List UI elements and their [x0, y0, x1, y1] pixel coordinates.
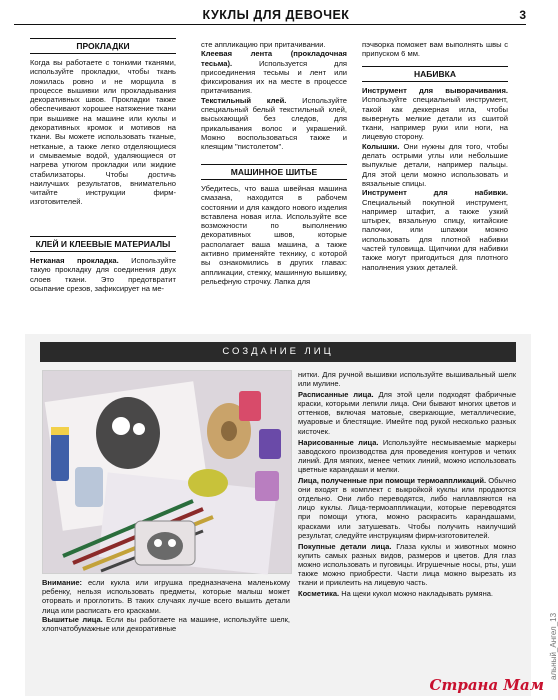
machine-text	[201, 184, 347, 286]
col3-text-top	[362, 40, 508, 59]
term: Нетканая прокладка.	[30, 256, 119, 265]
faces-text	[298, 370, 516, 598]
warning-paragraph	[42, 578, 290, 615]
term-text: Они нужны для того, чтобы делать острыми углы или небольшие выпуклые детали, например пальцы. Для этой цели можно использовать и вязальные спицы.	[362, 141, 508, 188]
section-heading-glue: КЛЕЙ И КЛЕЕВЫЕ МАТЕРИАЛЫ	[30, 236, 176, 252]
term: Инструмент для набивки.	[362, 188, 508, 198]
term: Косметика.	[298, 589, 340, 599]
term: Нарисованные лица.	[298, 437, 379, 447]
page-title: КУКЛЫ ДЛЯ ДЕВОЧЕК	[202, 8, 350, 22]
term-text: если кукла или игрушка предназначена маленькому ребенку, нельзя использовать предметы, которые малыш может оторвать и проглотить. В таких случаях лучше всего вышить детали лица или расписать его красками.	[42, 578, 290, 615]
col3-continuation: пэчворка поможет вам выполнять швы с припуском 6 мм.	[362, 40, 508, 59]
col2-glue-paragraph	[201, 96, 347, 152]
term: Внимание:	[42, 578, 82, 587]
bought-parts-paragraph	[298, 542, 516, 587]
col2-text-top	[201, 40, 347, 152]
stuffing-pegs-paragraph	[362, 142, 508, 188]
term-text: Используйте несмываемые маркеры заводского производства для проведения контуров и четких линий. Для мягких, менее четких линий, можно использовать цветные карандаши и мелки.	[298, 437, 516, 474]
glue-text	[30, 256, 176, 293]
drawn-faces-paragraph	[298, 438, 516, 474]
term-text: Глаза куклы и животных можно купить самых разных видов, размеров и цветов. Для глаз можно использовать и пуговицы. Игрушечные носы, рты, уши также можно приобрести. Части лица можно вырезать из ткани и приклеить на лицевую часть.	[298, 541, 516, 588]
embroidered-paragraph	[42, 615, 290, 633]
term: Колышки.	[362, 141, 400, 151]
term: Покупные детали лица.	[298, 541, 392, 551]
section-heading-stuffing: НАБИВКА	[362, 66, 508, 82]
side-watermark-text: альный_Ангел_13	[549, 612, 558, 680]
term: Инструмент для выворачивания.	[362, 86, 508, 95]
term: Лица, полученные при помощи термоаппликаций.	[298, 476, 487, 486]
faces-caption	[42, 578, 290, 633]
stuffing-tool-paragraph	[362, 86, 508, 142]
term-text: Используйте специальный белый текстильный клей, высыхающий без следов, для прикалывания волос и украшений. Можно воспользоваться также и клеящим "пистолетом".	[201, 95, 347, 152]
stuffing-text	[362, 86, 508, 272]
page-number: 3	[519, 8, 526, 22]
term-text: Используйте такую прокладку для соединения двух слоев ткани. Это предотвратит осыпание срезов, зафиксирует на ме-	[30, 256, 176, 293]
faces-continuation: нитки. Для ручной вышивки используйте вышивальный шелк или мулине.	[298, 370, 516, 389]
site-logo: Страна Мам	[429, 676, 544, 694]
term-text: Используется для присоединения тесьмы и лент или фиксирования их на месте в процессе притачивания.	[201, 58, 347, 96]
photo-illustration	[43, 371, 291, 573]
term: Текстильный клей.	[201, 95, 287, 105]
glue-paragraph	[30, 256, 176, 293]
side-watermark	[538, 570, 558, 680]
term: Клеевая лента (прокладочная тесьма).	[201, 49, 347, 68]
section-heading-machine: МАШИННОЕ ШИТЬЕ	[201, 164, 347, 180]
col2-continuation: сте аппликацию при притачивании.	[201, 40, 326, 49]
term-text: Используйте специальный инструмент, такой как деккерная игла, чтобы вывернуть мелкие детали из сшитой ткани, например руки или ноги, на лицевую сторону.	[362, 95, 508, 142]
machine-paragraph: Убедитесь, что ваша швейная машина смазана, находится в рабочем состоянии и для каждого нового изделия вставлена новая игла. Используйте все возможности по выполнению декоративных швов, которые располагает ваша машина, а также активно применяйте технику, с которой вы ознакомились в других главах: аппликации, стежку, машинную вышивку, рельефную строчку. Лапка для	[201, 184, 347, 286]
section-heading-padding: ПРОКЛАДКИ	[30, 38, 176, 54]
term: Расписанные лица.	[298, 390, 374, 400]
padding-paragraph: Когда вы работаете с тонкими тканями, используйте прокладки, чтобы ткань ложилась ровно и не морщила в процессе вышивки или прокладывания декоративных швов. Прокладки также обеспечивают хорошее натяжение ткани при вышивке на машине или куклы и декоративных кромок и мотивов на ткани. Вы можете использовать тканые, нетканые, а также легко отделяющиеся и смываемые водой, удаляющиеся от нагрева утюгом прокладки или жидкие стабилизаторы. Чтобы достичь наилучших результатов, внимательно читайте инструкции фирм-изготовителей.	[30, 58, 176, 207]
stuffing-instrument-paragraph	[362, 188, 508, 272]
term-text: На щеки кукол можно накладывать румяна.	[339, 589, 494, 599]
padding-text	[30, 58, 176, 207]
cosmetics-paragraph	[298, 589, 516, 598]
painted-faces-paragraph	[298, 390, 516, 435]
craft-supplies-photo	[42, 370, 292, 574]
term-text: Обычно они входят в комплект с выкройкой куклы или продаются отдельно. Они либо переводятся, либо наплавляются на лицо куклы. Лица-термоаппликации, которые переводятся при помощи утюга, можно раскрасить карандашами, красками или затушевать. Чтобы получить наилучший результат, следуйте инструкциям фирм-изготовителей.	[298, 476, 516, 540]
col2-tape-paragraph	[201, 49, 347, 95]
term-text: Специальный покупной инструмент, например штафит, а также узкий штырек, вязальную спицу, китайские палочки, или шпажки можно использовать для плотной набивки частей туловища. Щипчики для набивки также могут пригодиться для плотного наполнения узких деталей.	[362, 197, 508, 272]
term-text: Если вы работаете на машине, используйте шелк, хлопчатобумажные или декоративные	[42, 614, 290, 634]
term: Вышитые лица.	[42, 614, 103, 624]
header-rule	[14, 24, 526, 25]
term-text: Для этой цели подходят фабричные краски, которыми лепили лица. Они бывают многих цветов и оттенков, включая матовые, сверкающие, металлические, муаровые и блестящие. Имейте под рукой несколько разных кисточек.	[298, 390, 516, 436]
transfer-faces-paragraph	[298, 476, 516, 540]
faces-banner: СОЗДАНИЕ ЛИЦ	[40, 342, 516, 362]
